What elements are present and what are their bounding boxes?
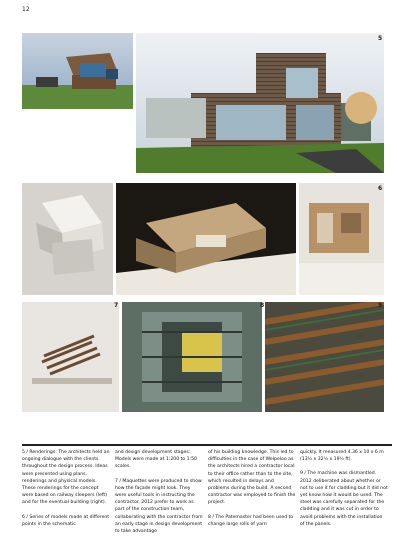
caption-column-2 xyxy=(115,449,203,542)
dismantled-steel-photo xyxy=(265,302,384,412)
caption-divider xyxy=(22,444,392,446)
rendering-railway-sleepers xyxy=(22,33,133,109)
caption-6b: and design development stages: Models were made at 1:200 to 1:50 scales. xyxy=(115,450,197,470)
caption-column-3 xyxy=(208,449,296,535)
page-number: 12 xyxy=(22,6,30,13)
model-photo-white xyxy=(22,183,113,295)
caption-5: 5 / Renderings: The architects held an ongoing dialogue with the clients throughout the design process. Ideas were presented using plans, renderings and physical models. These renderings for the concept were based on railway sleepers (left) and for the eventual building (right). xyxy=(22,450,110,506)
caption-column-4 xyxy=(300,449,388,535)
caption-8b: quickly. It measured 4.36 x 10 x 6 m (13½ x 32½ x 19½ ft). xyxy=(300,450,384,463)
caption-7: 7 / Maquettes were produced to show how the façade might look. They were useful tools in instructing the contractor. 2012 prefer to work as part of the construction team, collaborating with the contractor from an early stage in design development to take advantage xyxy=(115,478,203,535)
caption-7b: of his building knowledge. This led to difficulties in the case of Welpeloo as the architects hired a contractor local to their office rather than to the site, which resulted in delays and problems during the build. A second contractor was employed to finish the project. xyxy=(208,450,296,506)
model-photo-wood-large xyxy=(116,183,296,295)
figure-label-8: 8 xyxy=(260,302,265,309)
caption-column-1 xyxy=(22,449,110,535)
rendering-eventual-building xyxy=(136,33,384,173)
figure-label-5: 5 xyxy=(378,35,383,42)
figure-label-7: 7 xyxy=(114,302,119,309)
model-photo-wood-detail xyxy=(299,183,384,295)
facade-maquette-photo xyxy=(22,302,119,412)
patemaster-machine-photo xyxy=(122,302,265,412)
figure-label-6: 6 xyxy=(378,185,383,192)
caption-9: 9 / The machine was dismantled. 2012 deliberated about whether or not to use it for cladding but it did not yet know how it would be used. The steel was carefully separated for the cladding and it was cut in order to avoid problems with the installation of the panels. xyxy=(300,471,388,527)
caption-8: 8 / The Patemaster had been used to change large rolls of yarn xyxy=(208,514,294,527)
caption-6a: 6 / Series of models made at different points in the schematic xyxy=(22,514,110,527)
figure-label-9: 9 xyxy=(378,302,383,309)
